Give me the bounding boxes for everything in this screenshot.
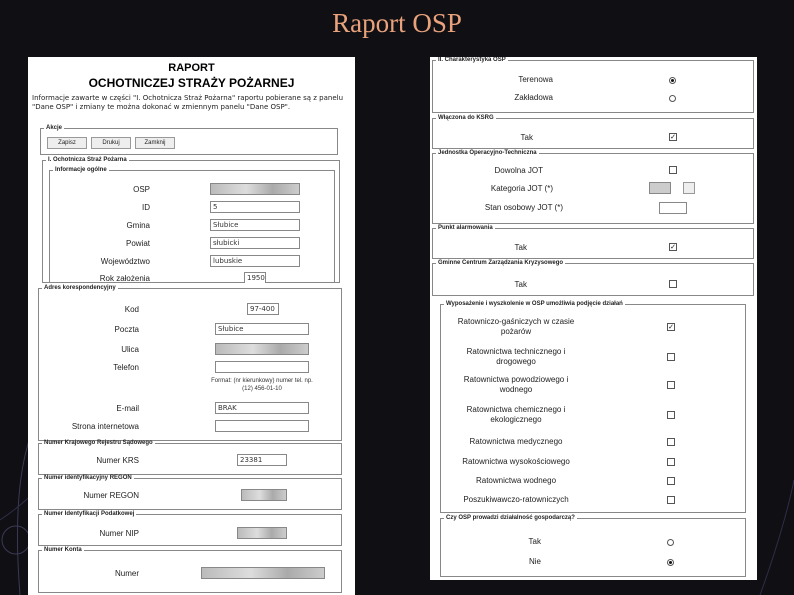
regon-legend: Numer identyfikacyjny REGON <box>44 475 132 481</box>
business-legend: Czy OSP prowadzi działalność gospodarczą? <box>446 515 575 521</box>
founded-field[interactable]: 1950 <box>244 272 266 283</box>
phone-format-note: Format: (nr kierunkowy) numer tel. np. (12) 456-01-10 <box>211 378 313 392</box>
account-field[interactable] <box>201 567 325 579</box>
krs-field[interactable]: 23381 <box>237 454 287 466</box>
powiat-field[interactable]: słubicki <box>210 237 300 249</box>
account-legend: Numer Konta <box>44 547 82 553</box>
regon-fieldset <box>38 475 342 510</box>
equipment-legend: Wyposażenie i wyszkolenie w OSP umożliwia podjęcie działań <box>446 301 623 307</box>
actions-legend: Akcje <box>46 125 63 131</box>
general-info-legend: Informacje ogólne <box>55 167 107 173</box>
equip-item-label: Ratownictwa technicznego i drogowego <box>466 347 566 366</box>
website-field[interactable] <box>215 420 309 432</box>
kod-label: Kod <box>124 305 139 314</box>
ulica-field[interactable] <box>215 343 309 355</box>
krs-legend: Numer Krajowego Rejestru Sądowego <box>44 440 153 446</box>
id-label: ID <box>142 203 150 212</box>
alarm-checkbox[interactable]: ✓ <box>670 243 676 251</box>
regon-field[interactable] <box>241 489 287 501</box>
gmina-label: Gmina <box>126 221 150 230</box>
account-fieldset <box>38 547 342 593</box>
gckz-checkbox[interactable] <box>669 280 677 288</box>
section1-fieldset <box>42 157 340 283</box>
jot-staff-label: Stan osobowy JOT (*) <box>484 203 563 212</box>
actions-fieldset <box>40 125 338 155</box>
jot-fieldset <box>432 150 754 224</box>
report-heading: RAPORT <box>168 62 215 74</box>
gmina-field[interactable]: Słubice <box>210 219 300 231</box>
nip-label: Numer NIP <box>99 529 139 538</box>
equipment-fieldset <box>440 301 746 513</box>
poczta-field[interactable]: Słubice <box>215 323 309 335</box>
founded-label: Rok założenia <box>99 274 150 283</box>
kod-field[interactable]: 97-400 <box>247 303 279 315</box>
jot-category-select[interactable] <box>649 182 671 194</box>
address-legend: Adres korespondencyjny <box>44 285 116 291</box>
osp-field[interactable] <box>210 183 300 195</box>
business-no-label: Nie <box>528 557 541 566</box>
regon-label: Numer REGON <box>83 491 139 500</box>
wojewodztwo-label: Województwo <box>100 257 150 266</box>
zakladowa-label: Zakładowa <box>514 93 553 102</box>
alarm-fieldset <box>432 225 754 259</box>
krs-label: Numer KRS <box>96 456 139 465</box>
report-panel-left-top <box>28 57 355 283</box>
wojewodztwo-field[interactable]: lubuskie <box>210 255 300 267</box>
zakladowa-radio[interactable] <box>669 95 676 102</box>
jot-category-label: Kategoria JOT (*) <box>490 184 553 193</box>
equip-item-label: Ratownictwa medycznego <box>469 437 563 446</box>
ksrg-fieldset <box>432 115 754 149</box>
equip-item-label: Ratownictwa wodnego <box>475 476 557 485</box>
info-text: Informacje zawarte w części "I. Ochotnicza Straż Pożarna" raportu pobierane są z panelu "Dane OSP" i zmiany te można dokonać w zmiennym panelu "Dane OSP". <box>32 94 344 111</box>
report-subheading: OCHOTNICZEJ STRAŻY POŻARNEJ <box>88 76 295 90</box>
poczta-label: Poczta <box>114 325 139 334</box>
close-button[interactable]: Zamknij <box>135 137 175 149</box>
report-panel-left-bottom <box>28 283 355 595</box>
equip-item-checkbox[interactable] <box>667 381 675 389</box>
jot-category-button[interactable] <box>683 182 695 194</box>
account-label: Numer <box>114 569 139 578</box>
ksrg-legend: Włączona do KSRG <box>438 115 494 121</box>
jot-any-checkbox[interactable] <box>669 166 677 174</box>
osp-label: OSP <box>133 185 150 194</box>
address-fieldset <box>38 285 342 441</box>
telefon-label: Telefon <box>113 363 139 372</box>
equip-item-checkbox[interactable] <box>667 496 675 504</box>
powiat-label: Powiat <box>125 239 150 248</box>
section2-fieldset <box>432 57 754 113</box>
jot-legend: Jednostka Operacyjno-Techniczna <box>438 150 537 156</box>
alarm-legend: Punkt alarmowania <box>438 225 493 231</box>
jot-staff-field[interactable] <box>659 202 687 214</box>
equip-item-label: Ratownictwa powodziowego i wodnego <box>463 375 569 394</box>
gckz-legend: Gminne Centrum Zarządzania Kryzysowego <box>438 260 564 266</box>
email-label: E-mail <box>116 404 139 413</box>
print-button[interactable]: Drukuj <box>91 137 131 149</box>
save-button[interactable]: Zapisz <box>47 137 87 149</box>
gckz-fieldset <box>432 260 754 296</box>
jot-any-label: Dowolna JOT <box>494 166 543 175</box>
equip-item-label: Ratownictwa chemicznego i ekologicznego <box>466 405 566 424</box>
email-field[interactable]: BRAK <box>215 402 309 414</box>
equip-item-checkbox[interactable] <box>667 411 675 419</box>
section2-legend: II. Charakterystyka OSP <box>438 57 506 63</box>
ksrg-checkbox[interactable]: ✓ <box>670 133 676 141</box>
terenowa-label: Terenowa <box>518 75 553 84</box>
business-fieldset <box>440 515 746 577</box>
krs-fieldset <box>38 440 342 475</box>
equip-item-checkbox[interactable] <box>667 353 675 361</box>
website-label: Strona internetowa <box>71 422 139 431</box>
slide-title: Raport OSP <box>332 8 462 38</box>
equip-item-checkbox[interactable]: ✓ <box>668 323 674 331</box>
alarm-label: Tak <box>514 243 527 252</box>
equip-item-checkbox[interactable] <box>667 458 675 466</box>
terenowa-radio[interactable] <box>669 77 676 84</box>
gckz-label: Tak <box>514 280 527 289</box>
nip-field[interactable] <box>237 527 287 539</box>
general-info-fieldset <box>49 167 335 283</box>
ksrg-label: Tak <box>520 133 533 142</box>
business-no-radio[interactable] <box>667 559 674 566</box>
equip-item-label: Poszukiwawczo-ratowniczych <box>463 495 569 504</box>
report-panel-right-bottom <box>430 299 757 580</box>
section1-legend: I. Ochotnicza Straż Pożarna <box>48 157 127 163</box>
nip-fieldset <box>38 511 342 546</box>
equip-item-checkbox[interactable] <box>667 438 675 446</box>
nip-legend: Numer Identyfikacji Podatkowej <box>44 511 135 517</box>
ulica-label: Ulica <box>121 345 139 354</box>
report-panel-right-top <box>430 57 757 299</box>
business-yes-label: Tak <box>528 537 541 546</box>
equip-item-label: Ratowniczo-gaśniczych w czasie pożarów <box>457 317 575 336</box>
equip-item-label: Ratownictwa wysokościowego <box>462 457 570 466</box>
telefon-field[interactable] <box>215 361 309 373</box>
business-yes-radio[interactable] <box>667 539 674 546</box>
id-field[interactable]: 5 <box>210 201 300 213</box>
equip-item-checkbox[interactable] <box>667 477 675 485</box>
